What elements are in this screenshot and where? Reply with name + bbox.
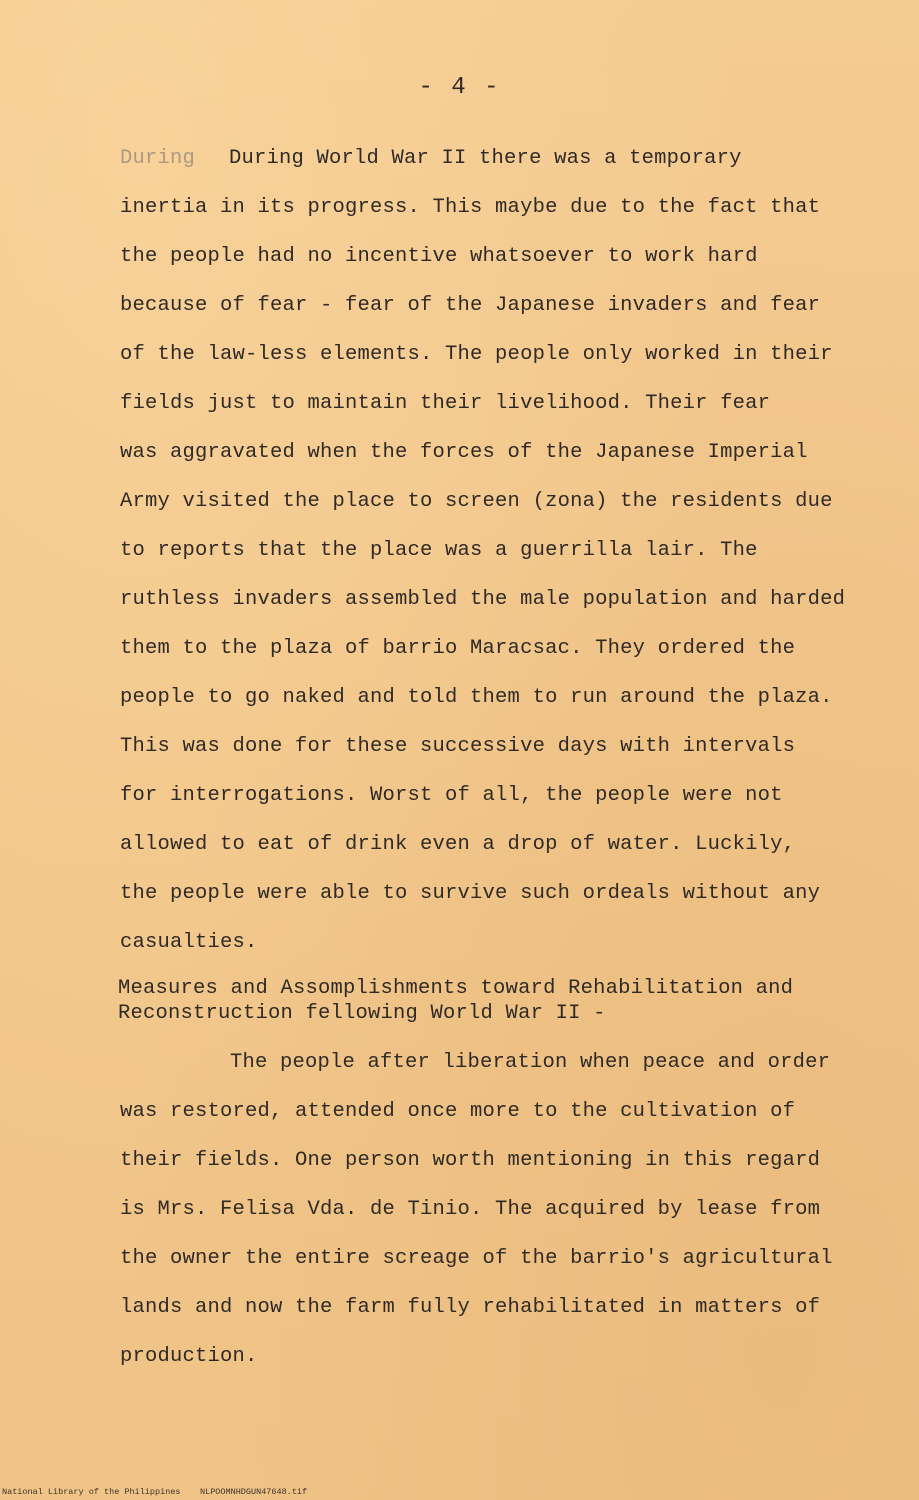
text-line: Army visited the place to screen (zona) the residents due [120,490,833,513]
section-heading [118,976,793,1026]
text-line: production. [120,1345,258,1368]
text-line: allowed to eat of drink even a drop of water. Luckily, [120,833,796,856]
text-line [120,134,845,183]
text-line: fields just to maintain their livelihood. Their fear [120,392,771,415]
text-line: was aggravated when the forces of the Japanese Imperial [120,441,808,464]
text-line: people to go naked and told them to run around the plaza. [120,686,833,709]
text-line: the owner the entire screage of the barrio's agricultural [120,1247,833,1270]
text-line: the people were able to survive such ordeals without any [120,882,821,905]
heading-line: Reconstruction fellowing World War II - [118,1002,606,1025]
footer-file-name: NLPOOMNHDGUN47648.tif [200,1487,308,1497]
text-line: was restored, attended once more to the cultivation of [120,1100,796,1123]
text-line-content: During World War II there was a temporary [229,147,742,170]
text-line: them to the plaza of barrio Maracsac. They ordered the [120,637,796,660]
text-line: the people had no incentive whatsoever to work hard [120,245,758,268]
text-line: to reports that the place was a guerrilla lair. The [120,539,758,562]
text-line: is Mrs. Felisa Vda. de Tinio. The acquired by lease from [120,1198,821,1221]
struck-out-word: During [120,147,196,170]
paragraph-world-war-ii [120,134,845,967]
text-line: lands and now the farm fully rehabilitated in matters of [120,1296,821,1319]
text-line: of the law-less elements. The people only worked in their [120,343,833,366]
footer-library-name: National Library of the Philippines [2,1487,181,1497]
text-line: casualties. [120,931,258,954]
text-line: The people after liberation when peace and order [230,1051,831,1074]
text-line: inertia in its progress. This maybe due to the fact that [120,196,821,219]
text-line: This was done for these successive days with intervals [120,735,796,758]
page-number: - 4 - [418,74,501,101]
text-line: ruthless invaders assembled the male population and harded [120,588,846,611]
text-line: because of fear - fear of the Japanese invaders and fear [120,294,821,317]
text-line: for interrogations. Worst of all, the people were not [120,784,783,807]
heading-line: Measures and Assomplishments toward Rehabilitation and [118,977,794,1000]
text-line: their fields. One person worth mentioning in this regard [120,1149,821,1172]
paragraph-rehabilitation [120,1038,833,1381]
